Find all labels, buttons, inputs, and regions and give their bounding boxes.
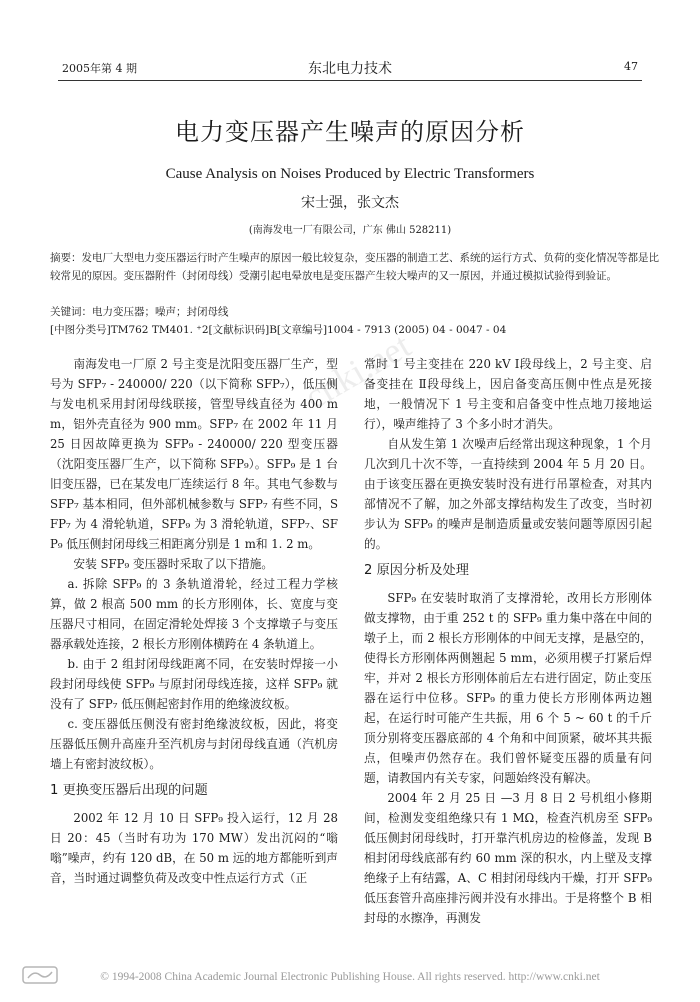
issue-label: 2005年第 4 期 — [62, 62, 137, 75]
list-item-b: b. 由于 2 组封闭母线距离不同，在安装时焊接一小段封闭母线使 SFP₉ 与原封闭母线连接，这样 SFP₉ 就没有了 SFP₇ 低压侧起密封作用的绝缘波纹板。 — [50, 657, 338, 711]
paper-title: 电力变压器产生噪声的原因分析 — [175, 118, 525, 146]
left-column — [50, 354, 338, 888]
body-paragraph: SFP₉ 在安装时取消了支撑滑轮，改用长方形刚体做支撑物，由于重 252 t 的 SFP₉ 重力集中落在中间的墩子上，而 2 根长方形刚体的中间无支撑，是悬空的，使得长方形刚体两侧翘起 5 mm，必须用楔子打紧后焊牢，并对 2 根长方形刚体前后左右进行固定，防止变压器在运行中位移。SFP₉ 的重力使长方形刚体两边翘起，在运行时可能产生共振，用 6 个 5 ~ 60 t 的千斤顶分别将变压器底部的 4 个角和中间顶紧，破坏其共振点，但噪声仍然存在。我们曾怀疑变压器的质量有问题，请教国内有关专家，问题始终没有解决。 — [364, 591, 652, 785]
copyright-footer: © 1994-2008 China Academic Journal Electronic Publishing House. All rights reserved. http://www.cnki.net — [100, 971, 600, 983]
body-paragraph: 常时 1 号主变挂在 220 kV Ⅰ段母线上，2 号主变、启备变挂在 Ⅱ段母线上，因启备变高压侧中性点是死接地，一般情况下 1 号主变和启备变中性点地刀接地运行），噪声维持了 3 个多小时才消失。 — [364, 357, 652, 431]
affiliation: (南海发电一厂有限公司，广东 佛山 528211) — [248, 225, 452, 236]
keywords: 关键词：电力变压器；噪声；封闭母线 — [50, 306, 229, 318]
section-heading-1: 1 更换变压器后出现的问题 — [50, 783, 208, 798]
page-number: 47 — [624, 60, 638, 73]
list-item-c: c. 变压器低压侧没有密封绝缘波纹板，因此，将变压器低压侧升高座升至汽机房与封闭母线直通（汽机房墙上有密封波纹板）。 — [50, 717, 338, 771]
journal-name: 东北电力技术 — [308, 61, 392, 77]
header-divider — [58, 80, 642, 81]
right-column — [364, 354, 652, 928]
abstract: 摘要：发电厂大型电力变压器运行时产生噪声的原因一般比较复杂，变压器的制造工艺、系统的运行方式、负荷的变化情况等都是比较常见的原因。变压器附件（封闭母线）受潮引起电晕放电是变压器产生较大噪声的又一原因，并通过模拟试验得到验证。 — [50, 252, 659, 282]
body-paragraph: 安装 SFP₉ 变压器时采取了以下措施。 — [73, 557, 274, 571]
classification-line: [中图分类号]TM762 TM401. ⁺2[文献标识码]B[文章编号]1004 - 7913 (2005) 04 - 0047 - 04 — [50, 324, 507, 336]
english-title: Cause Analysis on Noises Produced by Electric Transformers — [165, 166, 535, 182]
authors: 宋士强，张文杰 — [301, 195, 399, 211]
section-heading-2: 2 原因分析及处理 — [364, 563, 469, 578]
body-paragraph: 2004 年 2 月 25 日 —3 月 8 日 2 号机组小修期间，检测发变组绝缘只有 1 MΩ，检查汽机房至 SFP₉ 低压侧封闭母线时，打开靠汽机房边的检修盖，发现 B 相封闭母线底部有约 60 mm 深的积水，内上壁及支撑绝缘子上有结露，A、C 相封闭母线内干燥，打开 SFP₉ 低压套管升高座排污阀并没有水排出。于是将整个 B 相封母的水擦净，再测发 — [364, 791, 652, 925]
body-paragraph: 南海发电一厂原 2 号主变是沈阳变压器厂生产，型号为 SFP₇ - 240000/ 220（以下简称 SFP₇），低压侧与发电机采用封闭母线联接，管型导线直径为 400 mm，铝外壳直径为 900 mm。SFP₇ 在 2002 年 11 月 25 日因故障更换为 SFP₉ - 240000/ 220 型变压器（沈阳变压器厂生产，以下简称 SFP₉）。SFP₉ 是 1 台旧变压器，已在某发电厂连续运行 8 年。其电气参数与 SFP₇ 基本相同，但外部机械参数与 SFP₇ 有些不同，SFP₇ 为 4 滑轮轨道，SFP₉ 为 3 滑轮轨道，SFP₇、SFP₉ 低压侧封闭母线三相距离分别是 1 m和 1. 2 m。 — [50, 357, 338, 551]
body-paragraph: 2002 年 12 月 10 日 SFP₉ 投入运行，12 月 28 日 20：45（当时有功为 170 MW）发出沉闷的“嗡嗡”噪声，约有 120 dB，在 50 m 远的地方都能听到声音，当时通过调整负荷及改变中性点运行方式（正 — [50, 811, 338, 885]
list-item-a: a. 拆除 SFP₉ 的 3 条轨道滑轮，经过工程力学核算，做 2 根高 500 mm 的长方形刚体，长、宽度与变压器尺寸相同，在固定滑轮处焊接 3 个支撑墩子与变压器承载处连接，2 根长方形刚体横跨在 4 条轨道上。 — [50, 577, 338, 651]
body-paragraph: 自从发生第 1 次噪声后经常出现这种现象，1 个月几次到几十次不等，一直持续到 2004 年 5 月 20 日。由于该变压器在更换安装时没有进行吊罩检查，对其内部情况不了解，加之外部支撑结构发生了改变，当时初步认为 SFP₉ 的噪声是制造质量或安装问题等原因引起的。 — [364, 437, 652, 551]
watermark: cnki.net — [297, 324, 418, 418]
